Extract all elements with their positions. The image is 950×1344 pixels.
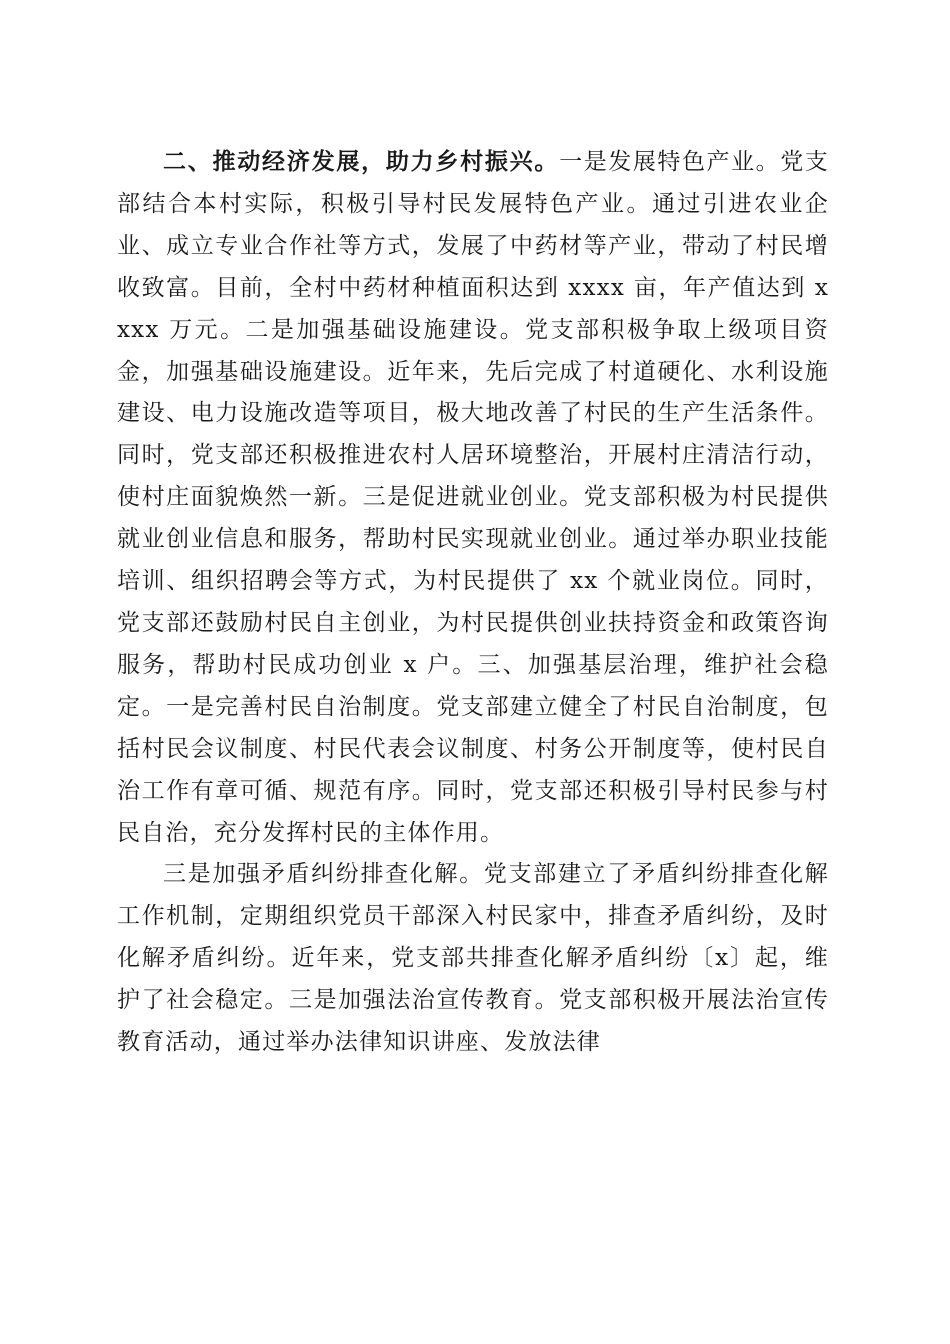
paragraph-text: 一是发展特色产业。党支部结合本村实际，积极引导村民发展特色产业。通过引进农业企业、成立专业合作社等方式，发展了中药材等产业，带动了村民增收致富。目前，全村中药材种植面积达到 xxxx 亩，年产值达到 xxxx 万元。二是加强基础设施建设。党支部积极争取上级项目资金，加强基础设施建设。近年来，先后完成了村道硬化、水利设施建设、电力设施改造等项目，极大地改善了村民的生产生活条件。同时，党支部还积极推进农村人居环境整治，开展村庄清洁行动，使村庄面貌焕然一新。三是促进就业创业。党支部积极为村民提供就业创业信息和服务，帮助村民实现就业创业。通过举办职业技能培训、组织招聘会等方式，为村民提供了 xx 个就业岗位。同时，党支部还鼓励村民自主创业，为村民提供创业扶持资金和政策咨询服务，帮助村民成功创业 x 户。三、加强基层治理，维护社会稳定。一是完善村民自治制度。党支部建立健全了村民自治制度，包括村民会议制度、村民代表会议制度、村务公开制度等，使村民自治工作有章可循、规范有序。同时，党支部还积极引导村民参与村民自治，充分发挥村民的主体作用。: [117, 149, 829, 846]
paragraph-economic-development: [117, 142, 829, 854]
section-heading: 二、推动经济发展，助力乡村振兴。: [163, 149, 560, 175]
paragraph-text: 三是加强矛盾纠纷排查化解。党支部建立了矛盾纠纷排查化解工作机制，定期组织党员干部深入村民家中，排查矛盾纠纷，及时化解矛盾纠纷。近年来，党支部共排查化解矛盾纠纷〔x〕起，维护了社会稳定。三是加强法治宣传教育。党支部积极开展法治宣传教育活动，通过举办法律知识讲座、发放法律: [117, 861, 829, 1056]
paragraph-dispute-resolution: [117, 854, 829, 1064]
document-body: [117, 142, 829, 1064]
